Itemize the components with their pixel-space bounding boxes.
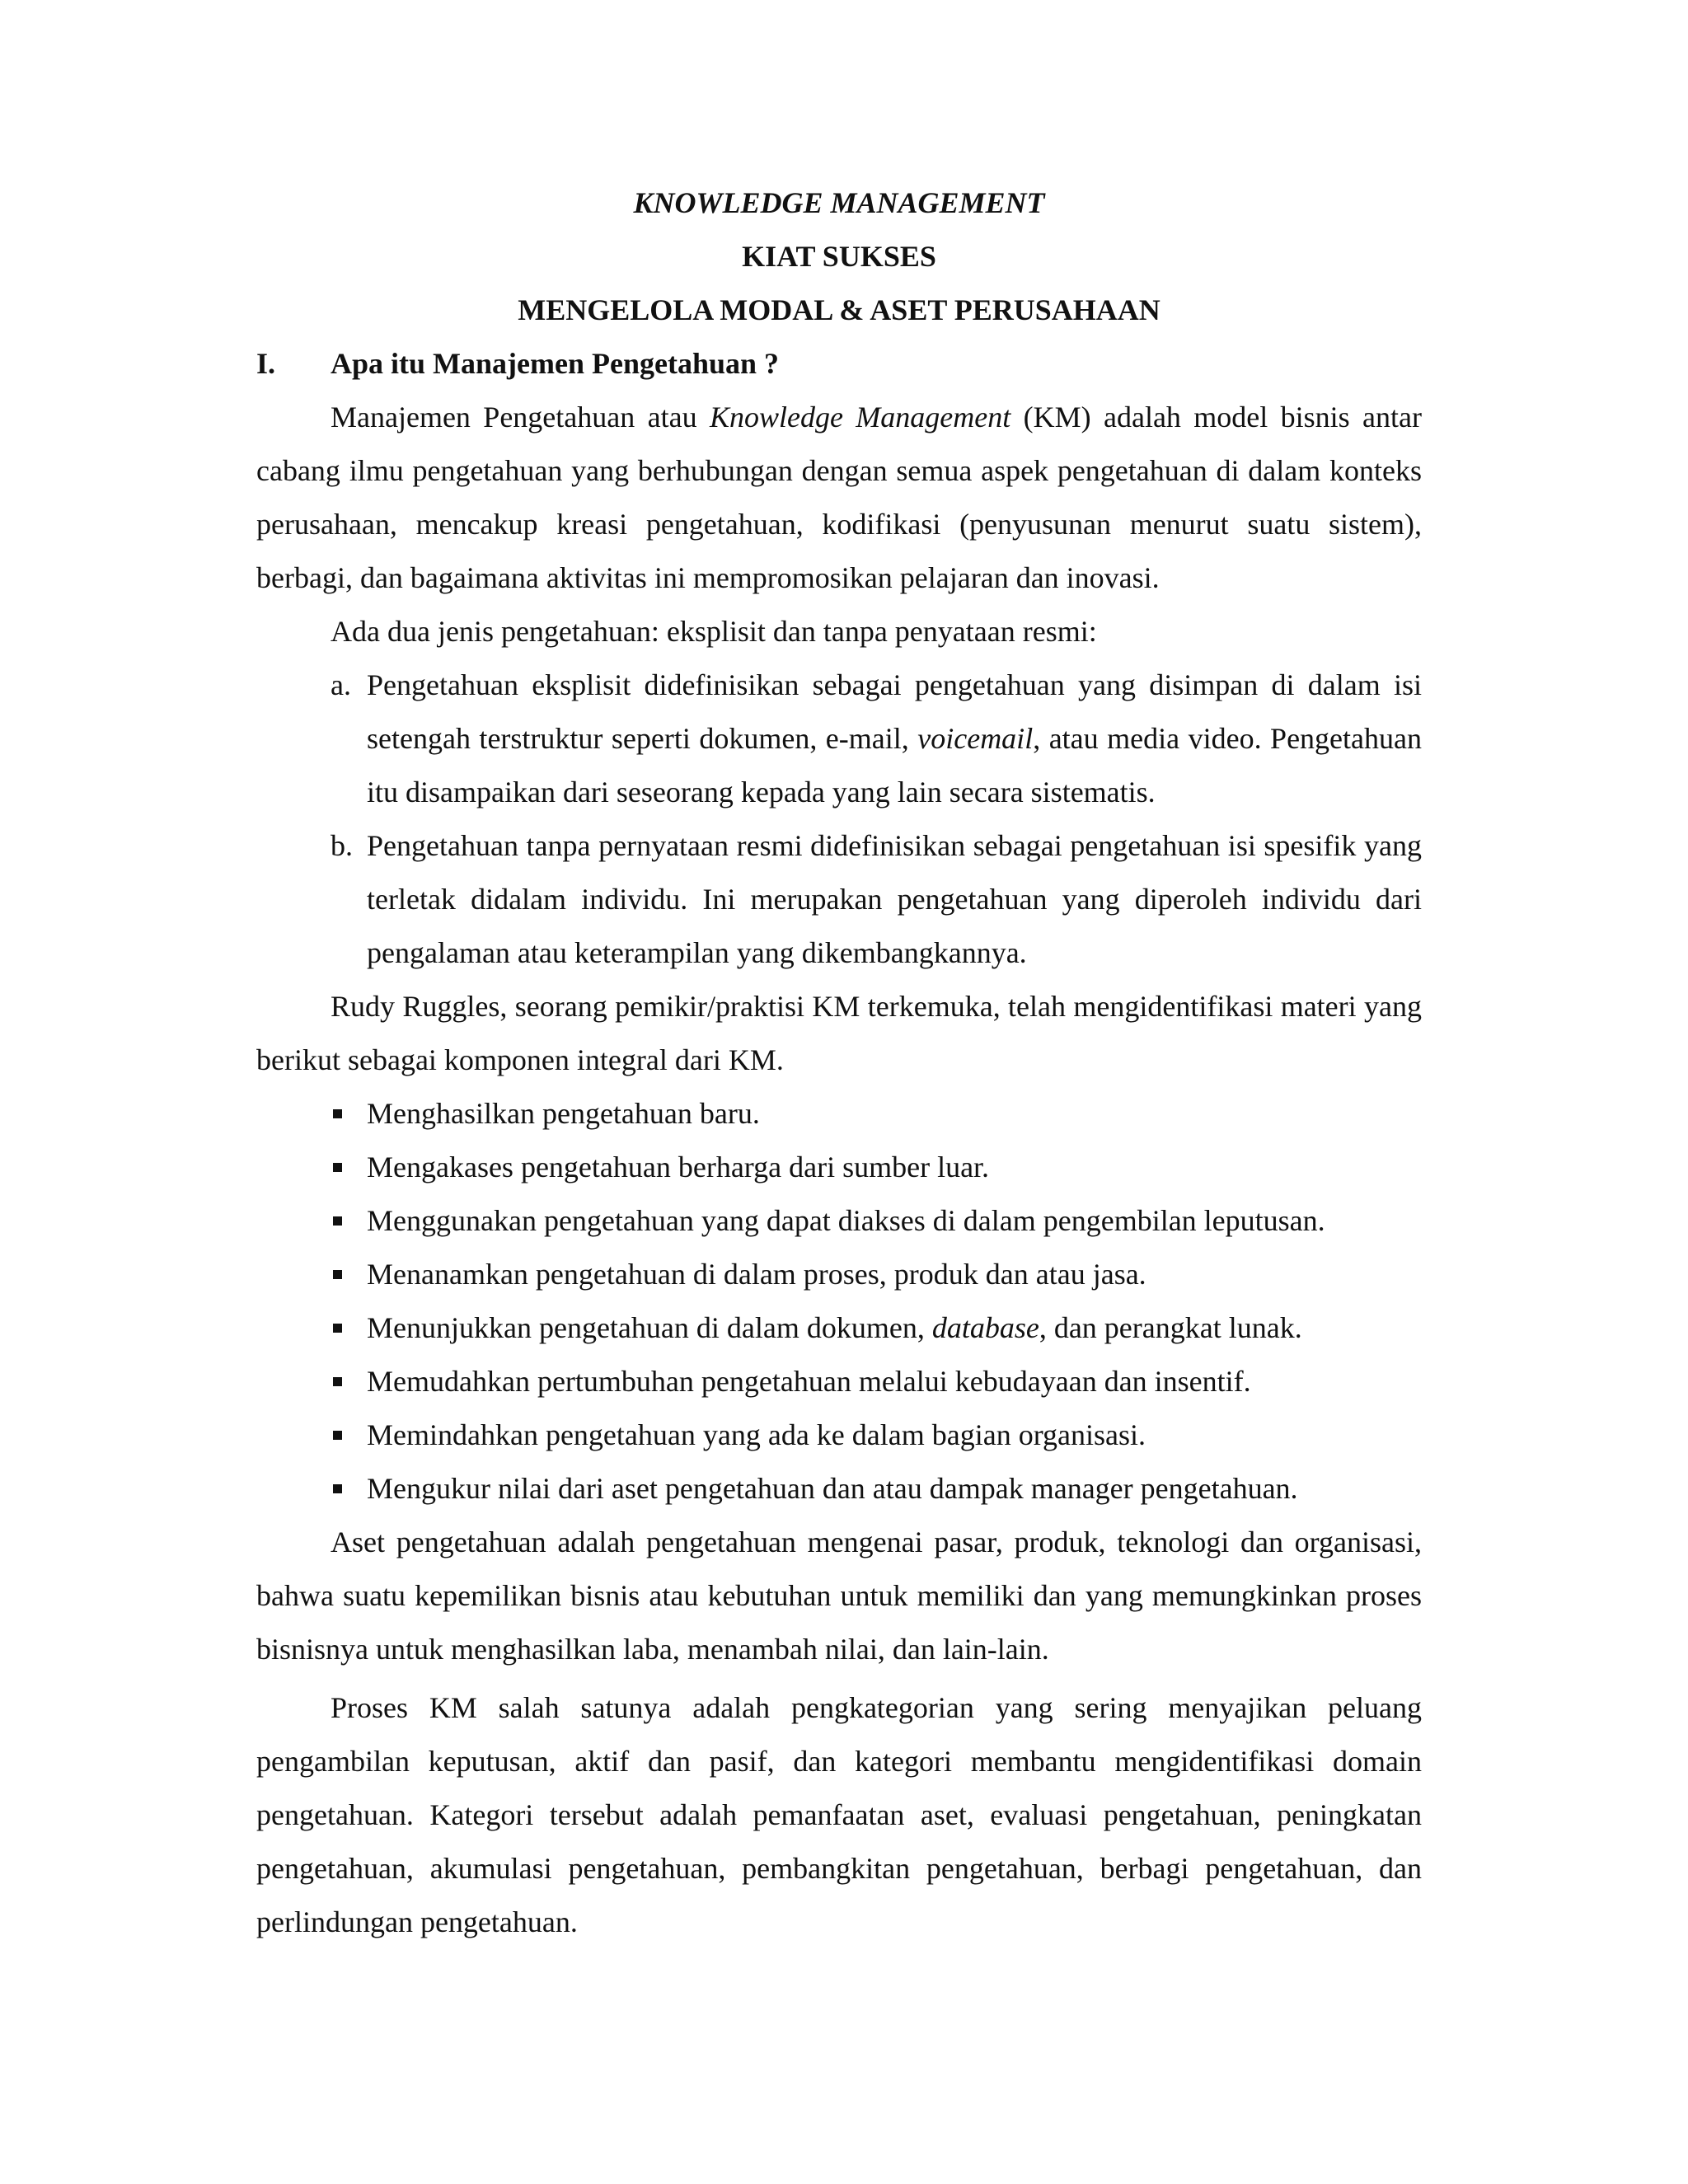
square-bullet-icon xyxy=(333,1324,342,1333)
list-item xyxy=(256,658,1422,819)
list-item-text-1: Pengetahuan eksplisit didefinisikan sebagai pengetahuan yang disimpan di dalam isi setengah terstruktur seperti dokumen, e-mail, xyxy=(367,668,1422,755)
bullet-item xyxy=(256,1301,1422,1355)
bullet-text: Menanamkan pengetahuan di dalam proses, produk dan atau jasa. xyxy=(367,1258,1146,1291)
list-item-text: Pengetahuan tanpa pernyataan resmi didefinisikan sebagai pengetahuan isi spesifik yang terletak didalam individu. Ini merupakan pengetahuan yang diperoleh individu dari pengalaman atau keterampilan yang dikembangkannya. xyxy=(367,829,1422,969)
bullet-text: Menggunakan pengetahuan yang dapat diakses di dalam pengembilan leputusan. xyxy=(367,1204,1325,1237)
square-bullet-icon xyxy=(333,1109,342,1118)
paragraph-definition-text-1: Manajemen Pengetahuan atau xyxy=(331,401,710,434)
bullet-item xyxy=(256,1087,1422,1141)
square-bullet-icon xyxy=(333,1431,342,1440)
knowledge-types-list xyxy=(256,658,1422,980)
bullet-item xyxy=(256,1194,1422,1248)
bullet-text: Menghasilkan pengetahuan baru. xyxy=(367,1097,760,1130)
list-item-italic: voicemail xyxy=(917,722,1034,755)
document-body xyxy=(256,176,1422,1949)
bullet-item xyxy=(256,1248,1422,1301)
square-bullet-icon xyxy=(333,1270,342,1279)
document-subtitle: KIAT SUKSES xyxy=(742,240,936,273)
paragraph-definition xyxy=(256,391,1422,605)
bullet-text: Memudahkan pertumbuhan pengetahuan melalui kebudayaan dan insentif. xyxy=(367,1365,1251,1398)
bullet-text-1: Menunjukkan pengetahuan di dalam dokumen, xyxy=(367,1311,932,1344)
square-bullet-icon xyxy=(333,1216,342,1226)
list-marker: b. xyxy=(331,829,353,862)
paragraph-knowledge-assets: Aset pengetahuan adalah pengetahuan mengenai pasar, produk, teknologi dan organisasi, bahwa suatu kepemilikan bisnis atau kebutuhan untuk memiliki dan yang memungkinkan proses bisnisnya untuk menghasilkan laba, menambah nilai, dan lain-lain. xyxy=(256,1526,1422,1666)
square-bullet-icon xyxy=(333,1163,342,1172)
list-marker: a. xyxy=(331,668,351,701)
bullet-item xyxy=(256,1462,1422,1516)
paragraph-definition-italic: Knowledge Management xyxy=(709,401,1011,434)
list-item xyxy=(256,819,1422,980)
paragraph-km-process: Proses KM salah satunya adalah pengkategorian yang sering menyajikan peluang pengambilan keputusan, aktif dan pasif, dan kategori membantu mengidentifikasi domain pengetahuan. Kategori tersebut adalah pemanfaatan aset, evaluasi pengetahuan, peningkatan pengetahuan, akumulasi pengetahuan, pembangkitan pengetahuan, berbagi pengetahuan, dan perlindungan pengetahuan. xyxy=(256,1691,1422,1938)
list-item-text-2: , atau media video. Pengetahuan itu disampaikan dari seseorang kepada yang lain secara sistematis. xyxy=(367,722,1422,808)
bullet-text: Mengakases pengetahuan berharga dari sumber luar. xyxy=(367,1151,990,1183)
section-number: I. xyxy=(256,347,276,380)
paragraph-definition-text-2: (KM) adalah model bisnis antar cabang ilmu pengetahuan yang berhubungan dengan semua aspek pengetahuan di dalam konteks perusahaan, mencakup kreasi pengetahuan, kodifikasi (penyusunan menurut suatu sistem), berbagi, dan bagaimana aktivitas ini mempromosikan pelajaran dan inovasi. xyxy=(256,401,1423,594)
km-components-list xyxy=(256,1087,1422,1516)
bullet-text: Mengukur nilai dari aset pengetahuan dan atau dampak manager pengetahuan. xyxy=(367,1472,1298,1505)
square-bullet-icon xyxy=(333,1484,342,1493)
section-heading xyxy=(256,337,1422,391)
section-title: Apa itu Manajemen Pengetahuan ? xyxy=(331,347,780,380)
bullet-item xyxy=(256,1408,1422,1462)
paragraph-types-intro: Ada dua jenis pengetahuan: eksplisit dan tanpa penyataan resmi: xyxy=(331,615,1097,648)
document-title: KNOWLEDGE MANAGEMENT xyxy=(633,186,1045,219)
bullet-text-2: , dan perangkat lunak. xyxy=(1039,1311,1302,1344)
bullet-item xyxy=(256,1141,1422,1194)
square-bullet-icon xyxy=(333,1377,342,1386)
bullet-text: Memindahkan pengetahuan yang ada ke dalam bagian organisasi. xyxy=(367,1418,1146,1451)
document-subtitle-2: MENGELOLA MODAL & ASET PERUSAHAAN xyxy=(518,293,1160,326)
bullet-text-italic: database xyxy=(931,1311,1039,1344)
bullet-item xyxy=(256,1355,1422,1408)
paragraph-ruggles: Rudy Ruggles, seorang pemikir/praktisi KM terkemuka, telah mengidentifikasi materi yang berikut sebagai komponen integral dari KM. xyxy=(256,990,1422,1076)
